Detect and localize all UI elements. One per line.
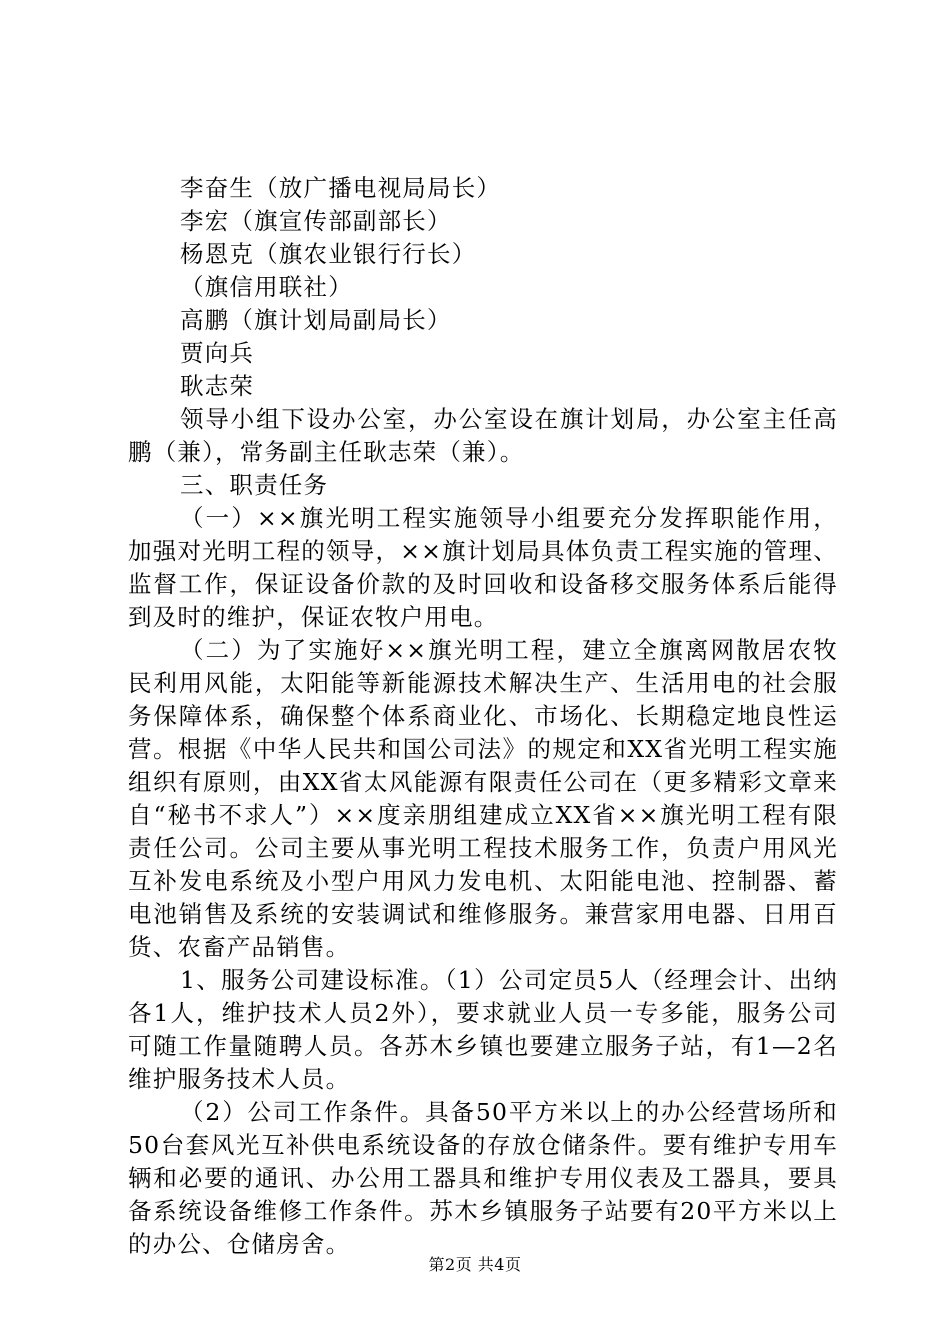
member-line: 贾向兵 bbox=[180, 339, 255, 367]
office-paragraph: 领导小组下设办公室，办公室设在旗计划局，办公室主任高鹏（兼），常务副主任耿志荣（兼）。 bbox=[128, 405, 838, 466]
conditions-paragraph: （2）公司工作条件。具备50平方米以上的办公经营场所和50台套风光互补供电系统设备的存放仓储条件。要有维护专用车辆和必要的通讯、办公用工器具和维护专用仪表及工器具，要具备系统设备维修工作条件。苏木乡镇服务子站要有20平方米以上的办公、仓储房舍。 bbox=[128, 1098, 838, 1258]
member-line: 耿志荣 bbox=[180, 372, 255, 400]
document-body bbox=[128, 172, 838, 1261]
section-heading: 三、职责任务 bbox=[180, 471, 329, 499]
duty-paragraph-1: （一）××旗光明工程实施领导小组要充分发挥职能作用，加强对光明工程的领导，××旗计划局具体负责工程实施的管理、监督工作，保证设备价款的及时回收和设备移交服务体系后能得到及时的维护，保证农牧户用电。 bbox=[128, 504, 838, 631]
member-line: 高鹏（旗计划局副局长） bbox=[180, 306, 452, 334]
member-line: 李奋生（放广播电视局局长） bbox=[180, 174, 502, 202]
member-line: 李宏（旗宣传部副部长） bbox=[180, 207, 452, 235]
duty-paragraph-2: （二）为了实施好××旗光明工程，建立全旗离网散居农牧民利用风能，太阳能等新能源技术解决生产、生活用电的社会服务保障体系，确保整个体系商业化、市场化、长期稳定地良性运营。根据《中华人民共和国公司法》的规定和XX省光明工程实施组织有原则，由XX省太风能源有限责任公司在（更多精彩文章来自“秘书不求人”）××度亲朋组建成立XX省××旗光明工程有限责任公司。公司主要从事光明工程技术服务工作，负责户用风光互补发电系统及小型户用风力发电机、太阳能电池、控制器、蓄电池销售及系统的安装调试和维修服务。兼营家用电器、日用百货、农畜产品销售。 bbox=[128, 636, 838, 961]
member-line: （旗信用联社） bbox=[180, 273, 353, 301]
page-footer: 第2页 共4页 bbox=[428, 1255, 522, 1274]
member-line: 杨恩克（旗农业银行行长） bbox=[180, 240, 477, 268]
standard-paragraph: 1、服务公司建设标准。（1）公司定员5人（经理会计、出纳各1人，维护技术人员2外），要求就业人员一专多能，服务公司可随工作量随聘人员。各苏木乡镇也要建立服务子站，有1—2名维护服务技术人员。 bbox=[128, 966, 838, 1093]
